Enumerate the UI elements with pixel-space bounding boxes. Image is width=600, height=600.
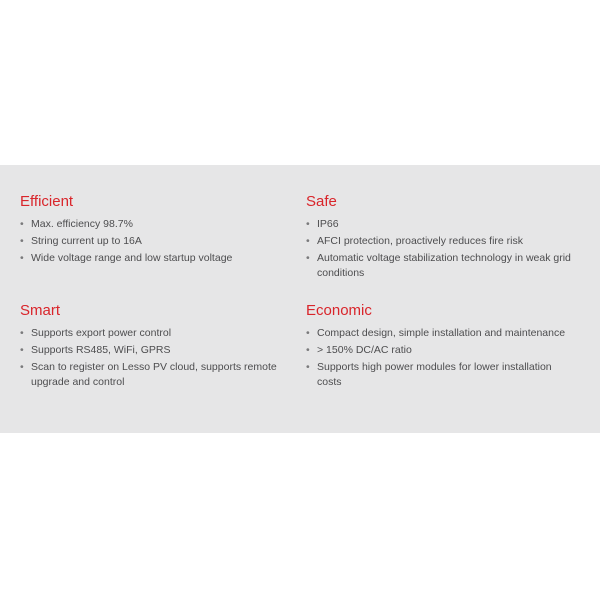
list-item [306,251,571,281]
list-item-text: String current up to 16A [31,235,142,247]
feature-section-safe [306,193,571,283]
list-item [306,234,571,249]
section-title-efficient: Efficient [20,193,74,210]
list-item [306,326,571,341]
list-item [20,360,285,390]
features-panel [0,165,600,433]
feature-section-smart [20,302,285,392]
section-title-safe: Safe [306,193,337,210]
bullet-icon: • [306,327,310,339]
feature-list-economic [306,326,571,390]
list-item-text: Supports RS485, WiFi, GPRS [31,344,171,356]
bullet-icon: • [306,218,310,230]
list-item [306,217,571,232]
list-item-text: Compact design, simple installation and maintenance [317,327,566,339]
section-title-smart: Smart [20,302,61,319]
bullet-icon: • [306,361,310,373]
feature-list-smart [20,326,285,390]
list-item-text: Supports high power modules for lower installation costs [317,361,552,388]
feature-list-efficient [20,217,285,266]
bullet-icon: • [20,235,24,247]
bullet-icon: • [306,344,310,356]
section-title-economic: Economic [306,302,372,319]
list-item-text: AFCI protection, proactively reduces fire risk [317,235,523,247]
list-item-text: Scan to register on Lesso PV cloud, supports remote upgrade and control [31,361,277,388]
list-item [306,360,571,390]
list-item [20,251,285,266]
list-item [20,217,285,232]
list-item-text: Supports export power control [31,327,172,339]
list-item-text: > 150% DC/AC ratio [317,344,412,356]
list-item [20,343,285,358]
bullet-icon: • [306,235,310,247]
feature-section-economic [306,302,571,392]
list-item-text: IP66 [317,218,339,230]
bullet-icon: • [20,361,24,373]
list-item [306,343,571,358]
list-item [20,326,285,341]
list-item-text: Automatic voltage stabilization technology in weak grid conditions [317,252,571,279]
feature-list-safe [306,217,571,281]
feature-section-efficient [20,193,285,268]
bullet-icon: • [20,344,24,356]
bullet-icon: • [306,252,310,264]
list-item-text: Max. efficiency 98.7% [31,218,133,230]
bullet-icon: • [20,327,24,339]
list-item-text: Wide voltage range and low startup voltage [31,252,233,264]
list-item [20,234,285,249]
bullet-icon: • [20,252,24,264]
bullet-icon: • [20,218,24,230]
